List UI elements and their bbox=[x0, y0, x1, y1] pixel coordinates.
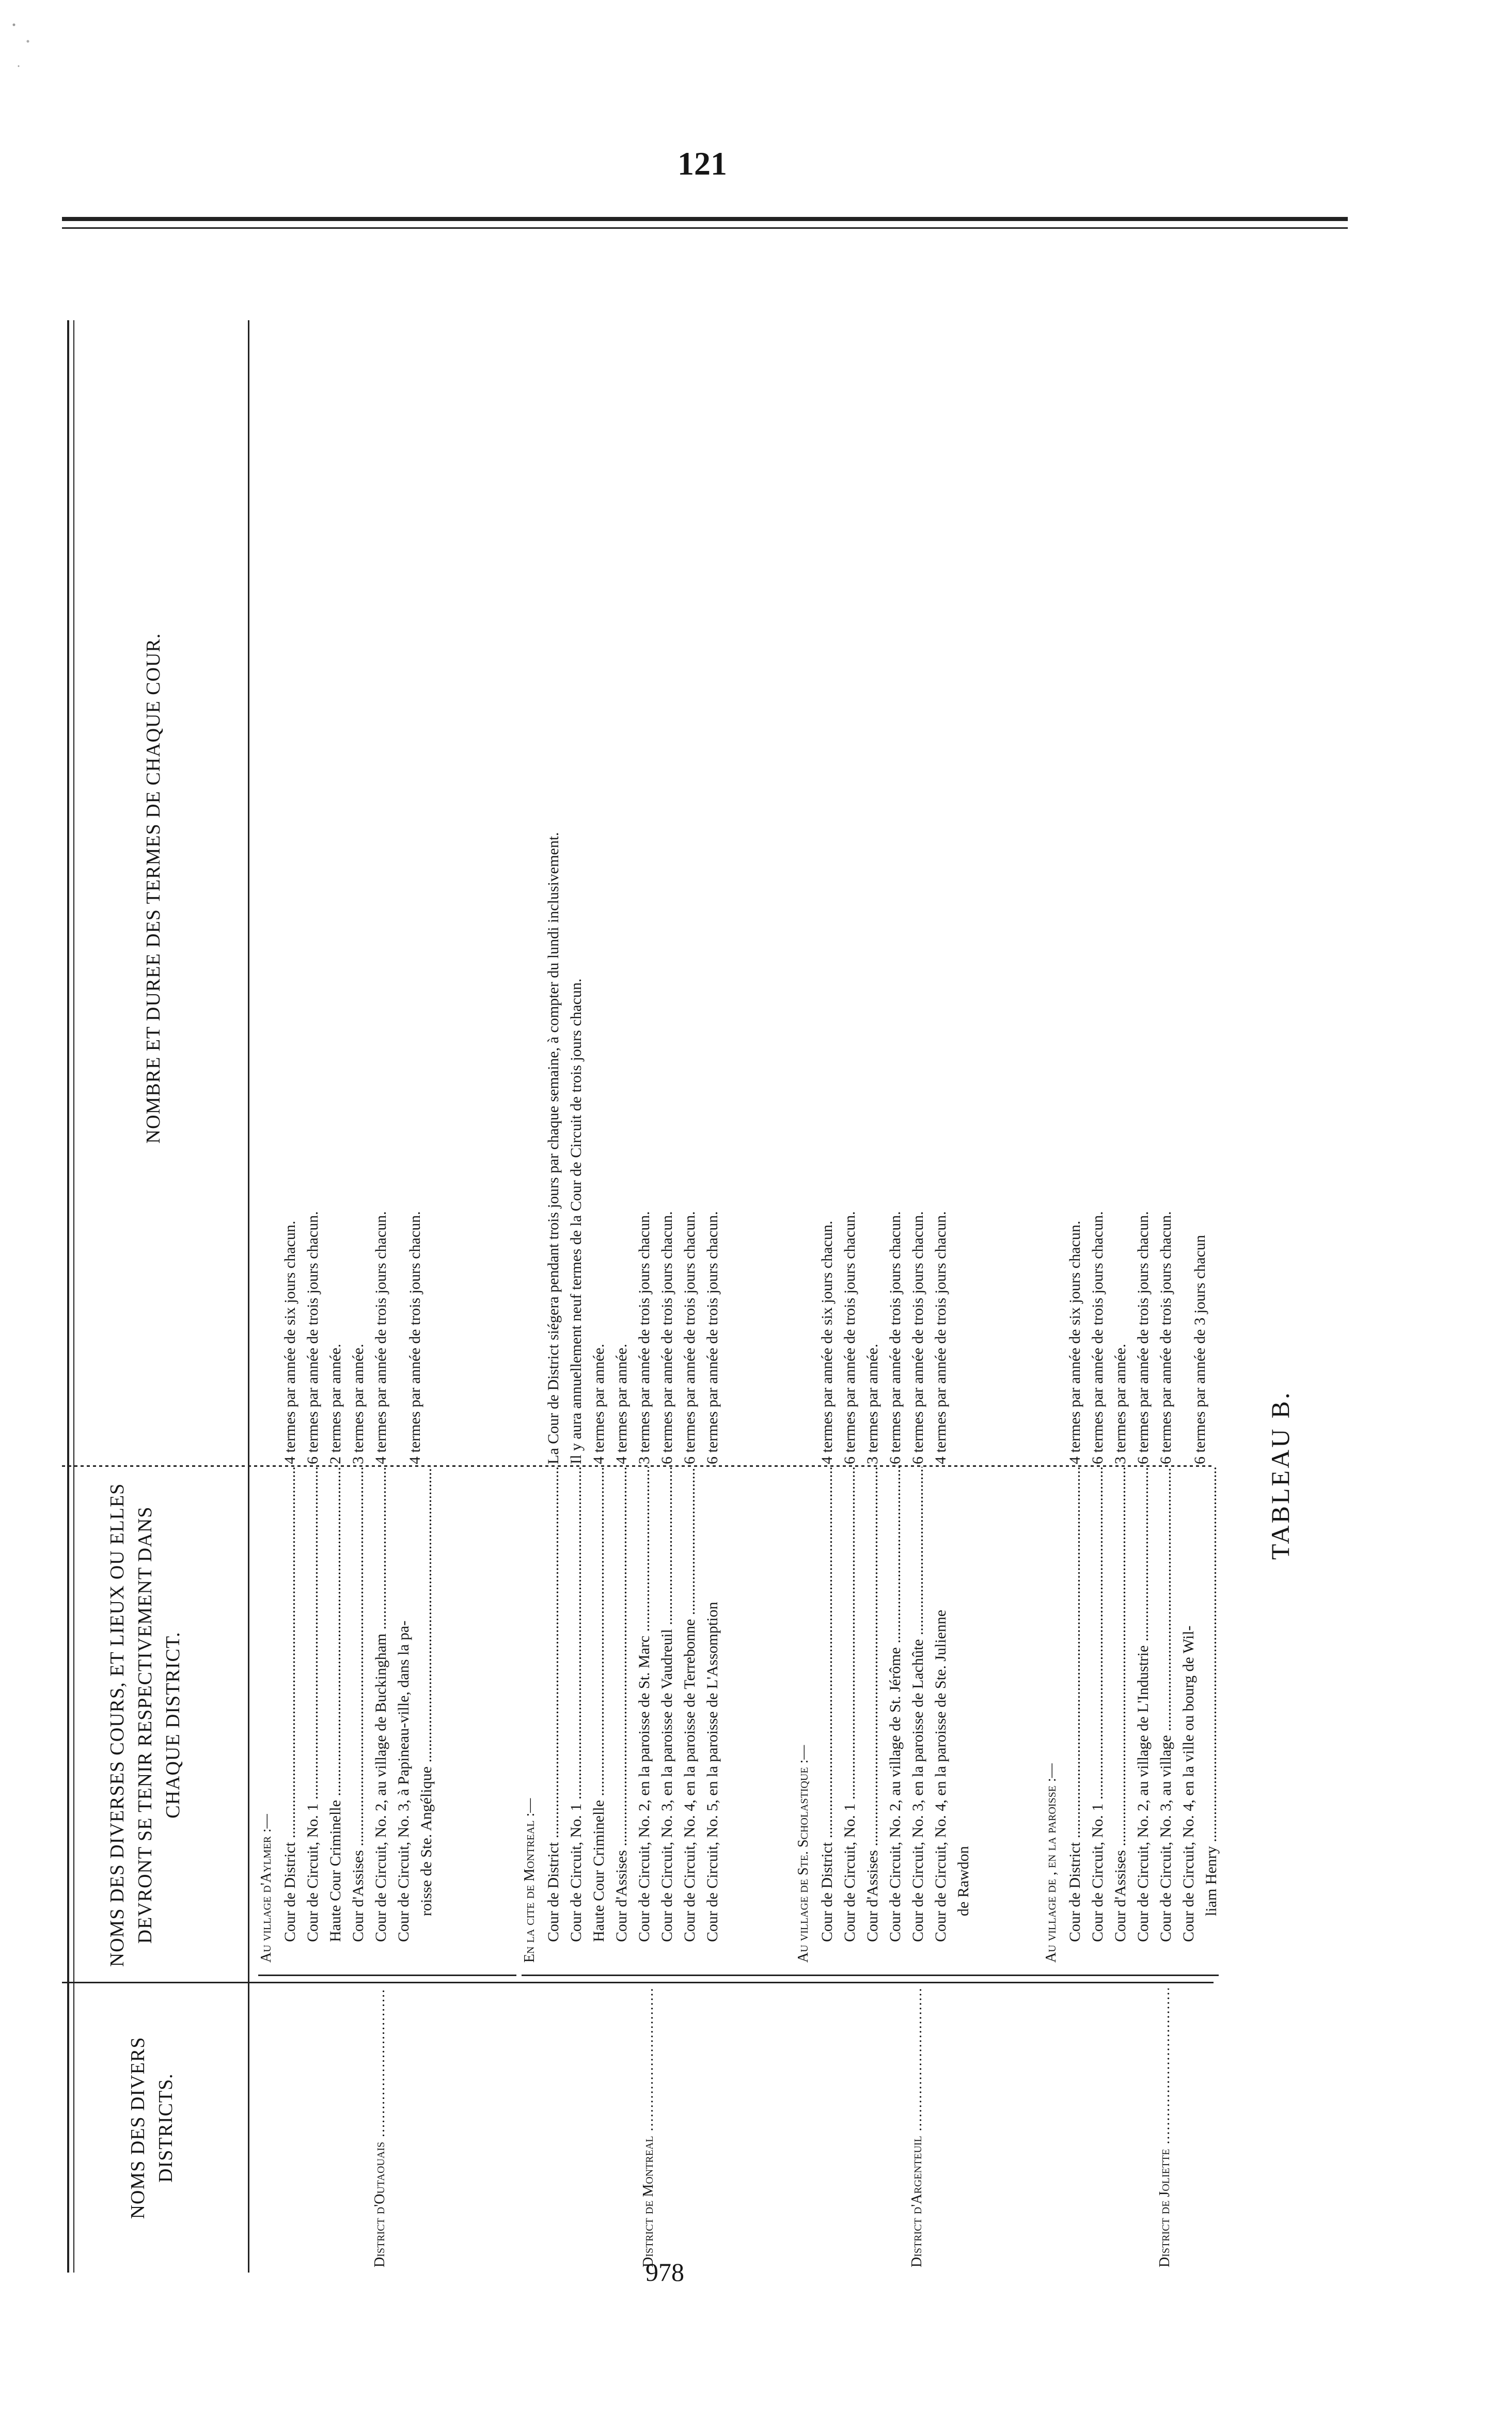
court-name: Cour de Circuit, No. 2, au village de Buckingham bbox=[372, 1633, 389, 1942]
term-row: 6 termes par année de trois jours chacun. bbox=[658, 1211, 675, 1464]
term-row: 6 termes par année de trois jours chacun. bbox=[304, 1211, 321, 1464]
term-row: 4 termes par année. bbox=[590, 1343, 607, 1464]
place-label: Au village de , en la paroisse :— bbox=[1043, 1763, 1059, 1963]
tableau-b bbox=[62, 258, 1353, 2273]
court-name: Cour de Circuit, No. 4, en la paroisse de Terrebonne bbox=[681, 1619, 698, 1942]
term-row: 4 termes par année de six jours chacun. bbox=[281, 1220, 298, 1464]
court-name: Cour de District bbox=[1066, 1842, 1083, 1942]
court-row bbox=[1132, 1467, 1155, 1942]
term-row: 6 termes par année de trois jours chacun. bbox=[887, 1211, 904, 1464]
court-name: Cour d'Assises bbox=[864, 1850, 881, 1942]
court-row bbox=[1200, 1467, 1223, 1916]
court-row bbox=[656, 1467, 679, 1942]
court-row bbox=[565, 1467, 588, 1942]
court-name: Cour de Circuit, No. 3, à Papineau-ville, dans la pa- bbox=[395, 1620, 412, 1942]
court-row bbox=[610, 1467, 633, 1942]
district-name: District d'Argenteuil ..... bbox=[909, 1988, 925, 2267]
term-row: 6 termes par année de trois jours chacun. bbox=[681, 1211, 698, 1464]
district-brace bbox=[1043, 1975, 1219, 1983]
rotated-table-area bbox=[62, 258, 1353, 2273]
term-row: 6 termes par année de trois jours chacun. bbox=[1089, 1211, 1106, 1464]
table-title: TABLEAU B. bbox=[1266, 1390, 1295, 1560]
place-label: Au village de Ste. Scholastique :— bbox=[795, 1745, 811, 1963]
term-row: 4 termes par année de trois jours chacun. bbox=[372, 1211, 389, 1464]
court-name: Cour de Circuit, No. 1 bbox=[1089, 1803, 1106, 1942]
court-row bbox=[302, 1467, 324, 1942]
term-row: La Cour de District siégera pendant trois jours par chaque semaine, à compter du lundi inclusivement. bbox=[545, 832, 562, 1464]
court-name: Cour d'Assises bbox=[350, 1850, 367, 1942]
term-row: 3 termes par année. bbox=[864, 1343, 881, 1464]
court-name: Cour d'Assises bbox=[613, 1850, 630, 1942]
court-name: Haute Cour Criminelle bbox=[327, 1800, 344, 1942]
court-row bbox=[1086, 1467, 1109, 1942]
court-row bbox=[588, 1467, 610, 1942]
place-label: En la cite de Montreal :— bbox=[522, 1798, 538, 1963]
district-name: District de Joliette ..... bbox=[1157, 1988, 1173, 2267]
header-terms: NOMBRE ET DUREE DES TERMES DE CHAQUE COUR. bbox=[143, 633, 164, 1144]
court-name: Cour de Circuit, No. 1 bbox=[841, 1803, 858, 1942]
term-row: 4 termes par année. bbox=[613, 1343, 630, 1464]
district-name: District de Montreal ..... bbox=[640, 1988, 657, 2267]
term-row: 4 termes par année de trois jours chacun. bbox=[932, 1211, 949, 1464]
term-row: 3 termes par année. bbox=[1112, 1343, 1129, 1464]
court-name: liam Henry bbox=[1203, 1846, 1220, 1916]
term-row: 6 termes par année de trois jours chacun. bbox=[704, 1211, 721, 1464]
district-name: District d'Outaouais ..... bbox=[372, 1988, 388, 2267]
court-name: Cour de Circuit, No. 1 bbox=[304, 1803, 321, 1942]
court-name: Cour de District bbox=[818, 1842, 836, 1942]
term-row: 6 termes par année de trois jours chacun. bbox=[909, 1211, 926, 1464]
term-row: 4 termes par année de six jours chacun. bbox=[1066, 1220, 1083, 1464]
court-row bbox=[392, 1467, 415, 1942]
court-name: Cour de Circuit, No. 2, au village de St. Jérôme bbox=[887, 1647, 904, 1942]
table-border-top bbox=[67, 320, 69, 2273]
district-brace bbox=[522, 1975, 795, 1983]
court-row bbox=[279, 1467, 302, 1942]
court-name: Cour de Circuit, No. 3, en la paroisse de Lachûte bbox=[909, 1639, 926, 1942]
court-name: Cour d'Assises bbox=[1112, 1850, 1129, 1942]
term-row: 4 termes par année de six jours chacun. bbox=[818, 1220, 836, 1464]
court-row bbox=[1109, 1467, 1132, 1942]
court-name: Haute Cour Criminelle bbox=[590, 1800, 607, 1942]
court-row bbox=[370, 1467, 392, 1942]
court-row bbox=[816, 1467, 839, 1942]
court-name: Cour de Circuit, No. 2, au village de L'Industrie bbox=[1135, 1645, 1152, 1942]
scan-artifact bbox=[0, 0, 46, 83]
court-row bbox=[884, 1467, 907, 1942]
court-row bbox=[1155, 1467, 1177, 1942]
court-row bbox=[839, 1467, 861, 1942]
court-row bbox=[324, 1467, 347, 1942]
court-row bbox=[415, 1467, 438, 1916]
header-districts: NOMS DES DIVERS DISTRICTS. bbox=[127, 2037, 177, 2219]
court-name: Cour de Circuit, No. 1 bbox=[568, 1803, 585, 1942]
court-row bbox=[701, 1467, 724, 1942]
term-row: 6 termes par année de trois jours chacun. bbox=[1135, 1211, 1152, 1464]
court-name: Cour de Circuit, No. 2, en la paroisse de St. Marc bbox=[636, 1635, 653, 1942]
court-name: de Rawdon bbox=[955, 1846, 972, 1916]
court-row bbox=[347, 1467, 370, 1942]
court-name: Cour de Circuit, No. 4, en la paroisse de Ste. Julienne bbox=[932, 1609, 949, 1942]
court-row bbox=[861, 1467, 884, 1942]
court-row bbox=[930, 1467, 952, 1942]
place-label: Au village d'Aylmer :— bbox=[258, 1814, 274, 1963]
court-row bbox=[679, 1467, 701, 1942]
term-row: Il y aura annuellement neuf termes de la Cour de Circuit de trois jours chacun. bbox=[568, 978, 585, 1464]
court-row bbox=[1177, 1467, 1200, 1942]
court-row bbox=[633, 1467, 656, 1942]
header-divider bbox=[248, 320, 249, 2273]
court-name: roisse de Ste. Angélique bbox=[418, 1766, 435, 1916]
court-name: Cour de District bbox=[545, 1842, 562, 1942]
court-row bbox=[907, 1467, 930, 1942]
court-row bbox=[952, 1467, 975, 1916]
table-border-top-double bbox=[73, 320, 74, 2273]
court-name: Cour de Circuit, No. 4, en la ville ou bourg de Wil- bbox=[1180, 1625, 1197, 1942]
court-name: Cour de Circuit, No. 5, en la paroisse de L'Assomption bbox=[704, 1602, 721, 1942]
term-row: 2 termes par année. bbox=[327, 1343, 344, 1464]
page-number: 121 bbox=[678, 145, 727, 182]
court-name: Cour de District bbox=[281, 1842, 298, 1942]
court-row bbox=[1064, 1467, 1086, 1942]
term-row: 6 termes par année de 3 jours chacun bbox=[1191, 1235, 1208, 1464]
court-name: Cour de Circuit, No. 3, au village bbox=[1157, 1735, 1174, 1942]
term-row: 6 termes par année de trois jours chacun. bbox=[1157, 1211, 1174, 1464]
header-courts: NOMS DES DIVERSES COURS, ET LIEUX OU ELLES DEVRONT SE TENIR RESPECTIVEMENT DANS CHAQUE DISTRICT. bbox=[106, 1483, 184, 1967]
court-row bbox=[542, 1467, 565, 1942]
district-brace bbox=[795, 1975, 1043, 1983]
header-rule-thin bbox=[62, 227, 1348, 229]
term-row: 3 termes par année. bbox=[350, 1343, 367, 1464]
term-row: 6 termes par année de trois jours chacun. bbox=[841, 1211, 858, 1464]
court-name: Cour de Circuit, No. 3, en la paroisse de Vaudreuil bbox=[658, 1629, 675, 1942]
header-rule bbox=[62, 217, 1348, 221]
footer-page-mark: 978 bbox=[645, 2258, 684, 2286]
term-row: 3 termes par année de trois jours chacun. bbox=[636, 1211, 653, 1464]
district-brace bbox=[258, 1975, 516, 1983]
term-row: 4 termes par année de trois jours chacun. bbox=[406, 1211, 423, 1464]
